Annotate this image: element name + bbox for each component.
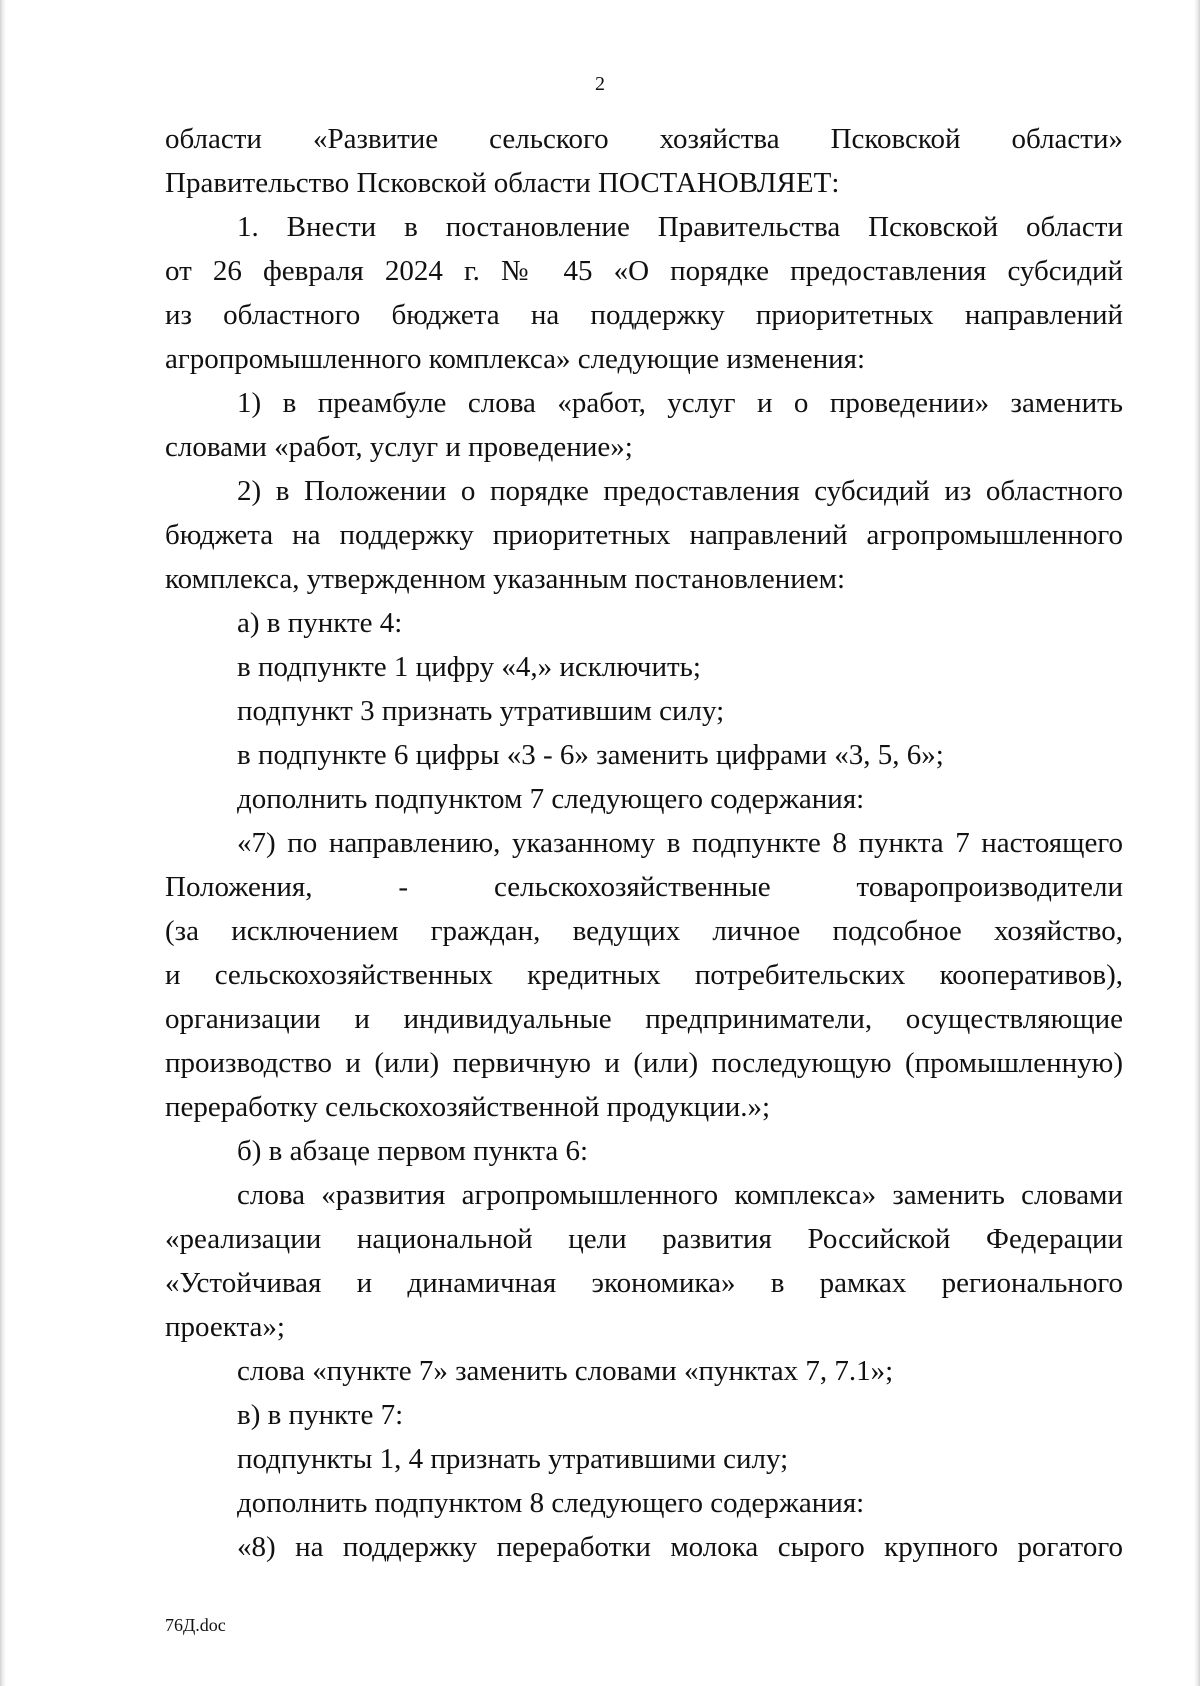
text-line: от 26 февраля 2024 г. № 45 «О порядке предоставления субсидий <box>165 255 1123 287</box>
text-line: бюджета на поддержку приоритетных направлений агропромышленного <box>165 519 1123 551</box>
text-line: комплекса, утвержденном указанным постановлением: <box>165 563 846 595</box>
text-line: а) в пункте 4: <box>237 607 403 639</box>
text-line: (за исключением граждан, ведущих личное подсобное хозяйство, <box>165 915 1123 947</box>
text-line: слова «пункте 7» заменить словами «пунктах 7, 7.1»; <box>237 1355 894 1387</box>
text-line: Положения, - сельскохозяйственные товаропроизводители <box>165 871 1123 903</box>
text-line: и сельскохозяйственных кредитных потребительских кооперативов), <box>165 959 1123 991</box>
text-line: в подпункте 1 цифру «4,» исключить; <box>237 651 701 683</box>
text-line: б) в абзаце первом пункта 6: <box>237 1135 589 1167</box>
text-line: «реализации национальной цели развития Российской Федерации <box>165 1223 1123 1255</box>
text-line: в подпункте 6 цифры «3 - 6» заменить цифрами «3, 5, 6»; <box>237 739 944 771</box>
text-line: 1. Внести в постановление Правительства Псковской области <box>237 211 1123 243</box>
text-line: подпункт 3 признать утратившим силу; <box>237 695 725 727</box>
text-line: 2) в Положении о порядке предоставления субсидий из областного <box>237 475 1123 507</box>
text-line: дополнить подпунктом 8 следующего содержания: <box>237 1487 865 1519</box>
text-line: агропромышленного комплекса» следующие изменения: <box>165 343 866 375</box>
text-line: «7) по направлению, указанному в подпункте 8 пункта 7 настоящего <box>237 827 1123 859</box>
text-line: в) в пункте 7: <box>237 1399 404 1431</box>
text-line: «8) на поддержку переработки молока сырого крупного рогатого <box>237 1531 1123 1563</box>
text-line: слова «развития агропромышленного комплекса» заменить словами <box>237 1179 1123 1211</box>
text-line: дополнить подпунктом 7 следующего содержания: <box>237 783 865 815</box>
text-line: подпункты 1, 4 признать утратившими силу; <box>237 1443 789 1475</box>
text-line: из областного бюджета на поддержку приоритетных направлений <box>165 299 1123 331</box>
text-line: производство и (или) первичную и (или) последующую (промышленную) <box>165 1047 1123 1079</box>
page-number: 2 <box>595 73 605 95</box>
document-body <box>165 117 1123 1569</box>
text-line: организации и индивидуальные предприниматели, осуществляющие <box>165 1003 1123 1035</box>
page-edge-right <box>1194 0 1200 1686</box>
page-edge-left <box>0 0 6 1686</box>
text-line: словами «работ, услуг и проведение»; <box>165 431 633 463</box>
document-file-code: 76Д.doc <box>165 1615 226 1635</box>
text-line: «Устойчивая и динамичная экономика» в рамках регионального <box>165 1267 1123 1299</box>
text-line: 1) в преамбуле слова «работ, услуг и о проведении» заменить <box>237 387 1123 419</box>
text-line: проекта»; <box>165 1311 285 1343</box>
text-line: Правительство Псковской области ПОСТАНОВЛЯЕТ: <box>165 167 840 199</box>
text-line: переработку сельскохозяйственной продукции.»; <box>165 1091 771 1123</box>
text-line: области «Развитие сельского хозяйства Псковской области» <box>165 123 1123 155</box>
